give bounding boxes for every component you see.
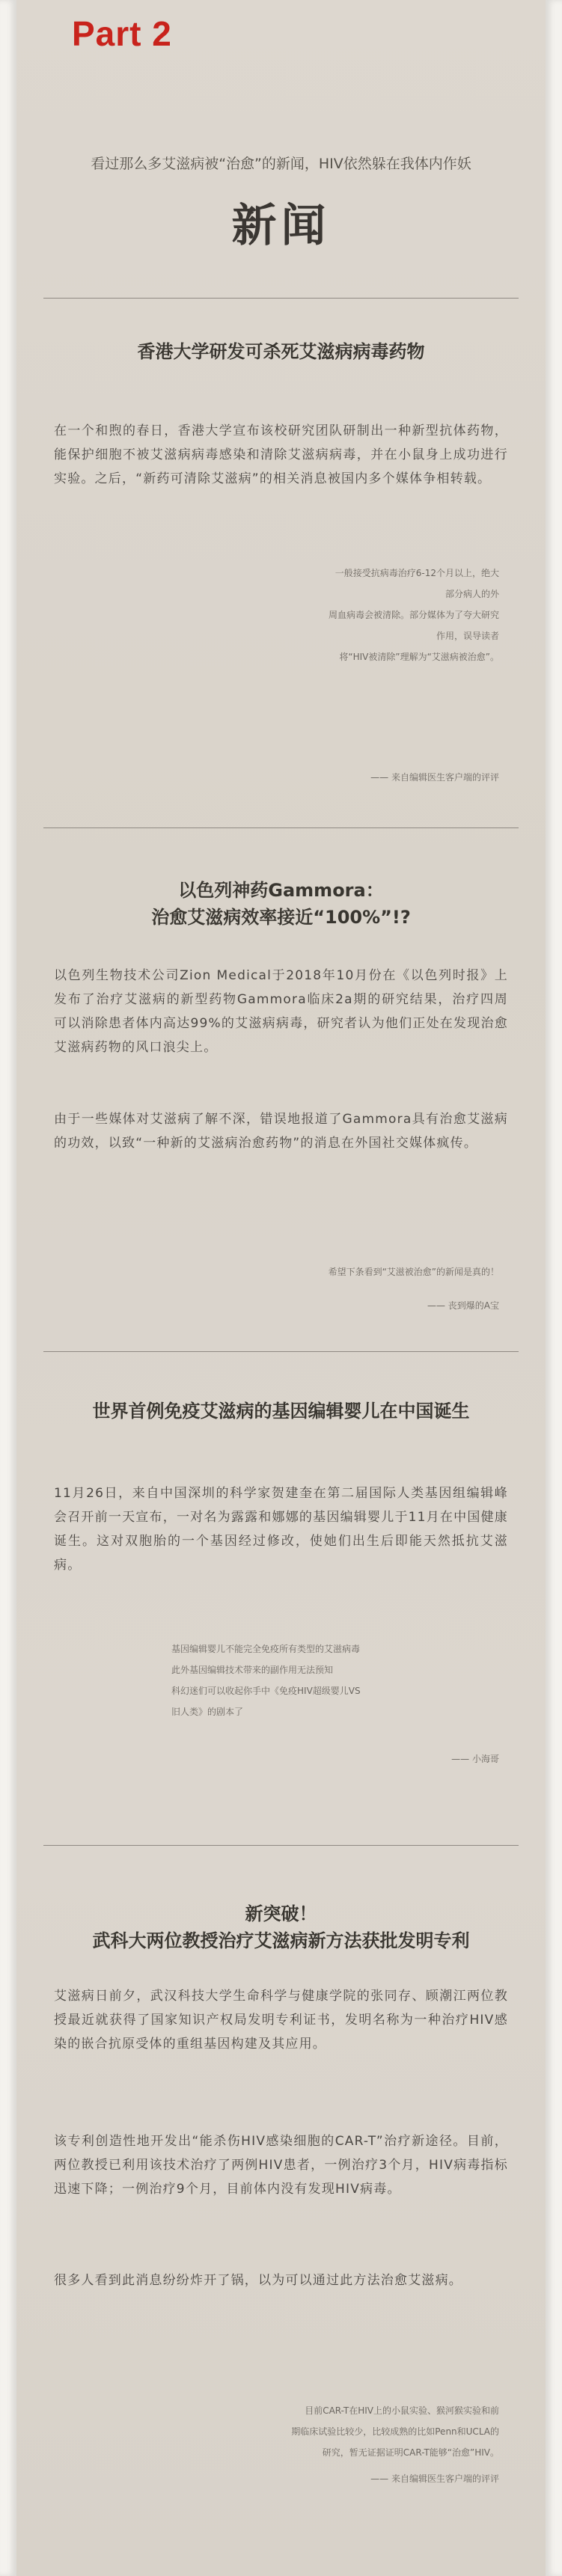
right-page-margin: [546, 0, 562, 2576]
section-2-signature: —— 丧到爆的A宝: [427, 1300, 499, 1311]
section-1-heading: 香港大学研发可杀死艾滋病病毒药物: [137, 341, 425, 362]
section-4-paragraph-2: 该专利创造性地开发出“能杀伤HIV感染细胞的CAR-T”治疗新途径。目前，两位教授已利用该技术治疗了两例HIV患者，一例治疗3个月，HIV病毒指标迅速下降；一例治疗9个月，目前体内没有发现HIV病毒。: [54, 2134, 508, 2197]
section-divider: [43, 1845, 519, 1846]
section-1-signature: —— 来自编辑医生客户端的评评: [370, 772, 499, 783]
section-3-signature: —— 小海哥: [451, 1754, 499, 1764]
section-4-signature: —— 来自编辑医生客户端的评评: [370, 2473, 499, 2484]
section-4-heading: 新突破！ 武科大两位教授治疗艾滋病新方法获批发明专利: [92, 1903, 470, 1951]
section-divider: [43, 827, 519, 828]
section-3-note: 基因编辑婴儿不能完全免疫所有类型的艾滋病毒 此外基因编辑技术带来的副作用无法预知 科幻迷们可以收起你手中《免疫HIV超级婴儿VS 旧人类》的剧本了: [171, 1644, 361, 1717]
section-divider: [43, 1351, 519, 1352]
header-subtitle: 看过那么多艾滋病被“治愈”的新闻，HIV依然躲在我体内作妖: [91, 156, 471, 172]
section-2-heading: 以色列神药Gammora： 治愈艾滋病效率接近“100%”!?: [151, 880, 411, 928]
section-divider: [43, 298, 519, 299]
section-2-paragraph-2: 由于一些媒体对艾滋病了解不深，错误地报道了Gammora具有治愈艾滋病的功效，以致“一种新的艾滋病治愈药物”的消息在外国社交媒体疯传。: [54, 1112, 508, 1151]
section-4-paragraph-3: 很多人看到此消息纷纷炸开了锅，以为可以通过此方法治愈艾滋病。: [54, 2273, 462, 2288]
section-1-paragraph-1: 在一个和煦的春日，香港大学宣布该校研究团队研制出一种新型抗体药物，能保护细胞不被艾滋病病毒感染和清除艾滋病病毒，并在小鼠身上成功进行实验。之后，“新药可清除艾滋病”的相关消息被国内多个媒体争相转载。: [54, 423, 508, 486]
section-3-paragraph-1: 11月26日，来自中国深圳的科学家贺建奎在第二届国际人类基因组编辑峰会召开前一天宣布，一对名为露露和娜娜的基因编辑婴儿于11月在中国健康诞生。这对双胞胎的一个基因经过修改，使她们出生后即能天然抵抗艾滋病。: [54, 1486, 508, 1573]
article-paper: [16, 0, 546, 2576]
section-2-note: 希望下条看到“艾滋被治愈”的新闻是真的！: [328, 1267, 499, 1277]
page-title: 新闻: [231, 200, 331, 252]
section-4-note: 目前CAR-T在HIV上的小鼠实验、猴河猴实验和前 期临床试验比较少，比较成熟的比如Penn和UCLA的 研究，暂无证据证明CAR-T能够“治愈”HIV。: [291, 2405, 499, 2458]
section-3-heading: 世界首例免疫艾滋病的基因编辑婴儿在中国诞生: [92, 1401, 470, 1422]
section-4-paragraph-1: 艾滋病日前夕，武汉科技大学生命科学与健康学院的张同存、顾潮江两位教授最近就获得了国家知识产权局发明专利证书，发明名称为一种治疗HIV感染的嵌合抗原受体的重组基因构建及其应用。: [54, 1989, 508, 2052]
section-2-paragraph-1: 以色列生物技术公司Zion Medical于2018年10月份在《以色列时报》上发布了治疗艾滋病的新型药物Gammora临床2a期的研究结果，治疗四周可以消除患者体内高达99%的艾滋病病毒，研究者认为他们正处在发现治愈艾滋病药物的风口浪尖上。: [54, 968, 508, 1055]
left-page-margin: [0, 0, 16, 2576]
part-label: Part 2: [72, 14, 172, 53]
section-1-note: 一般接受抗病毒治疗6-12个月以上，绝大 部分病人的外 周血病毒会被清除。部分媒体为了夸大研究 作用，误导读者 将“HIV被清除”理解为“艾滋病被治愈”。: [328, 568, 499, 662]
